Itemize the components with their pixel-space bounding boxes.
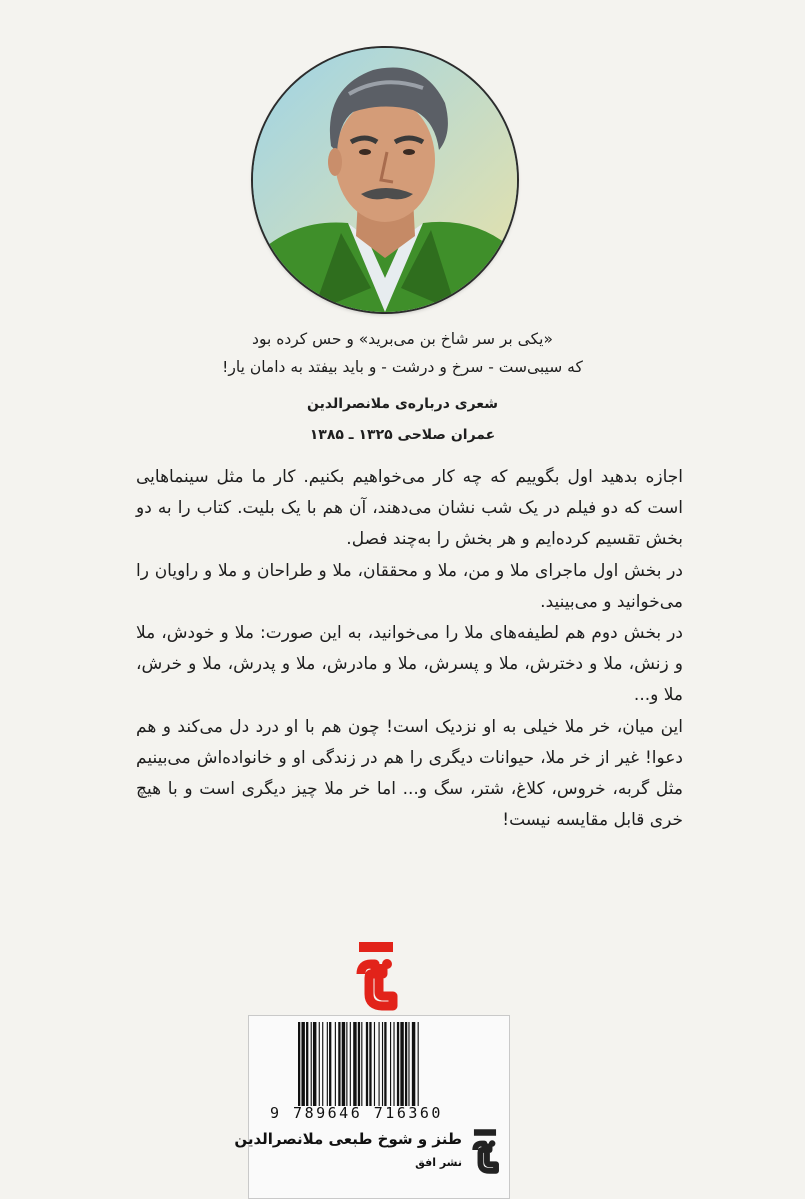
- barcode-bar: [335, 1022, 336, 1106]
- paragraph: اجازه بدهید اول بگوییم که چه کار می‌خواهیم بکنیم. کار ما مثل سینماهایی است که دو فیلم در یک شب نشان می‌دهند، آن هم با یک بلیت. کتاب را به دو بخش تقسیم کرده‌ایم و هر بخش را به‌چند فصل.: [136, 467, 683, 550]
- barcode-bar: [346, 1022, 347, 1106]
- poem-author: عمران صلاحی ۱۳۲۵ ـ ۱۳۸۵: [309, 427, 496, 443]
- barcode-bar: [311, 1022, 312, 1106]
- paragraph: در بخش دوم هم لطیفه‌های ملا را می‌خوانید، به این صورت: ملا و خودش، ملا و زنش، ملا و دخترش، ملا و پسرش، ملا و مادرش، ملا و پدرش، ملا و خرش، ملا و...: [136, 623, 683, 706]
- poem-source: شعری درباره‌ی ملانصرالدین: [307, 396, 498, 412]
- barcode-bar: [350, 1022, 351, 1106]
- barcode-bar: [313, 1022, 316, 1106]
- poem-line-2: که سیبی‌ست - سرخ و درشت - و باید بیفتد به دامان یار!: [222, 358, 583, 376]
- barcode-bar: [353, 1022, 356, 1106]
- barcode-bar: [379, 1022, 380, 1106]
- barcode-bar: [319, 1022, 320, 1106]
- barcode-bar: [390, 1022, 391, 1106]
- barcode-bar: [405, 1022, 407, 1106]
- barcode-book-title: طنز و شوخ طبعی ملانصرالدین: [234, 1130, 462, 1148]
- barcode-bar: [408, 1022, 409, 1106]
- barcode-bar: [327, 1022, 328, 1106]
- barcode-bar: [397, 1022, 399, 1106]
- poem-line-1: «یکی بر سر شاخ بن می‌برید» و حس کرده بود: [252, 330, 553, 348]
- barcode-bar: [338, 1022, 340, 1106]
- barcode-bar: [412, 1022, 415, 1106]
- barcode-bar: [400, 1022, 403, 1106]
- barcode-logo-icon: [468, 1124, 502, 1176]
- barcode-bar: [366, 1022, 368, 1106]
- barcode-bar: [393, 1022, 394, 1106]
- barcode-bars: [298, 1022, 504, 1106]
- barcode-bar: [322, 1022, 323, 1106]
- barcode-bar: [382, 1022, 383, 1106]
- barcode-bar: [301, 1022, 304, 1106]
- barcode-bar: [329, 1022, 331, 1106]
- barcode-bar: [358, 1022, 360, 1106]
- barcode-bar: [374, 1022, 375, 1106]
- barcode-bar: [369, 1022, 371, 1106]
- portrait-illustration: [253, 48, 517, 312]
- barcode-bar: [342, 1022, 345, 1106]
- barcode-bar: [298, 1022, 300, 1106]
- barcode-bar: [384, 1022, 386, 1106]
- barcode-bar: [418, 1022, 419, 1106]
- paragraph: در بخش اول ماجرای ملا و من، ملا و محققان، ملا و طراحان و ملا و راویان را می‌خوانید و می‌بینید.: [136, 560, 683, 612]
- paragraph: این میان، خر ملا خیلی به او نزدیک است! چون هم با او درد دل می‌کند و هم دعوا! غیر از خر ملا، حیوانات دیگری را هم در زندگی او و خانواده‌اش می‌بینیم مثل گربه، خروس، کلاغ، شتر، سگ و... اما خر ملا چیز دیگری است و با هیچ خری قابل مقایسه نیست!: [136, 716, 683, 831]
- blurb-text: [136, 462, 683, 836]
- publisher-logo-icon: [353, 934, 399, 1014]
- barcode-bar: [306, 1022, 308, 1106]
- barcode-bar: [361, 1022, 362, 1106]
- isbn-number: 9 789646 716360: [270, 1104, 443, 1122]
- author-portrait: [253, 48, 517, 312]
- barcode-publisher: نشر افق: [415, 1156, 462, 1169]
